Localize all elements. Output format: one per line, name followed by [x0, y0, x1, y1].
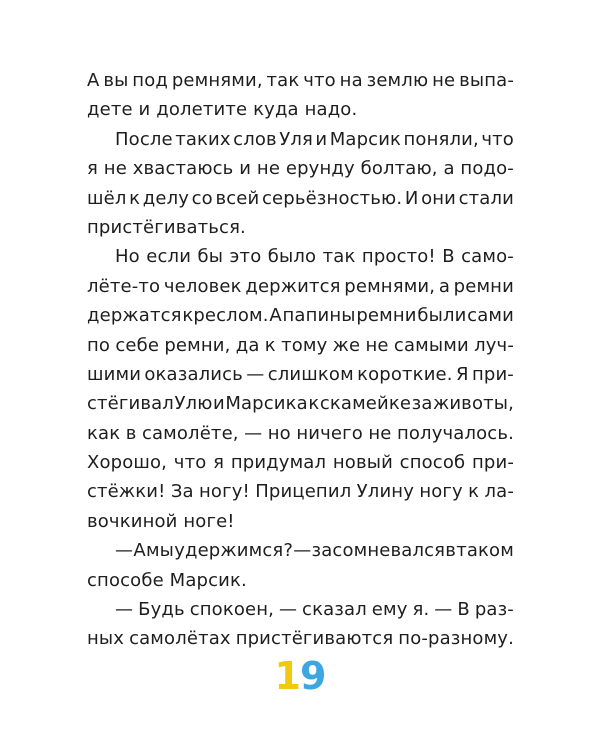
word: — [434, 599, 453, 621]
word: новый [332, 452, 393, 474]
word: пристёгиваются [235, 628, 394, 650]
word: короткие. [357, 363, 453, 385]
word: что [173, 452, 207, 474]
word: держится [245, 275, 341, 297]
word: всей [215, 187, 260, 209]
word: но [267, 422, 291, 444]
word: сказал [302, 599, 367, 621]
word: как [87, 422, 121, 444]
word: вы [103, 70, 129, 91]
word: себе [115, 334, 160, 356]
word: самолёте, [141, 422, 239, 444]
word: так [266, 70, 300, 91]
word: Будь [138, 599, 185, 621]
word: на [339, 70, 363, 91]
word: и [212, 393, 225, 415]
word: и [239, 158, 252, 180]
word: человек [163, 275, 242, 297]
text-line [87, 154, 514, 183]
word: ла- [484, 481, 514, 503]
word: просто! [361, 246, 436, 268]
word: же [332, 334, 361, 356]
word: Марсик [329, 128, 402, 150]
page-number [0, 654, 600, 698]
word: удержимся? [174, 540, 294, 562]
word: при- [471, 363, 514, 385]
text-line [87, 272, 514, 301]
word: держатся [87, 305, 182, 327]
word: я [87, 158, 98, 180]
word: тому [281, 334, 328, 356]
word: Прицепил [255, 481, 352, 503]
word: папины [282, 305, 356, 327]
word: по-разному. [398, 628, 514, 650]
word: — [115, 540, 134, 562]
word: делу [142, 187, 190, 209]
text-line [87, 595, 514, 624]
word: раз- [474, 599, 514, 621]
word: это [229, 246, 262, 268]
word: таком [456, 540, 514, 562]
word: к [308, 393, 320, 415]
word: В [442, 246, 455, 268]
word: так [322, 246, 356, 268]
word: подо- [460, 158, 514, 180]
text-line [87, 477, 514, 506]
word: ремни [356, 305, 417, 327]
word: ногу! [199, 481, 250, 503]
word: ремни, [164, 334, 231, 356]
word: Марсика [225, 393, 308, 415]
word: мы [145, 540, 175, 562]
word: бы [197, 246, 224, 268]
word: в [125, 422, 137, 444]
text-line [87, 360, 514, 389]
text-line [87, 242, 514, 271]
word: стали [458, 187, 514, 209]
word: лёте-то [87, 275, 161, 297]
word: ему [371, 599, 408, 621]
word: спокоен, [189, 599, 275, 621]
word: Улину [356, 481, 415, 503]
word: ерунду [285, 158, 355, 180]
word: А [269, 305, 282, 327]
text-line: вочкиной ноге! [87, 510, 235, 532]
word: само- [461, 246, 514, 268]
word: и [315, 128, 328, 150]
word: Уля [279, 128, 313, 150]
text-line [87, 301, 514, 330]
word: Я [455, 363, 469, 385]
word: способ [399, 452, 466, 474]
word: таких [175, 128, 231, 150]
word: к [264, 334, 276, 356]
text-line [87, 419, 514, 448]
text-line [87, 184, 514, 213]
word: ремнями, [171, 70, 263, 91]
word: ногу [419, 481, 463, 503]
word: за [411, 393, 433, 415]
word: слов [233, 128, 277, 150]
word: — [278, 599, 298, 621]
word: не [432, 70, 456, 91]
word: — [115, 599, 134, 621]
text-line [87, 331, 514, 360]
word: Но [115, 246, 140, 268]
word: не [368, 422, 392, 444]
text-line: способе Марсик. [87, 569, 247, 591]
word: самыми [393, 334, 469, 356]
word: хвастаюсь [132, 158, 234, 180]
word: скамейке [319, 393, 412, 415]
word: А [87, 70, 100, 91]
word: в [445, 540, 457, 562]
word: — [293, 540, 312, 562]
word: А [133, 540, 146, 562]
word: что [303, 70, 336, 91]
text-line [87, 448, 514, 477]
page-number-digit-2: 9 [300, 654, 326, 698]
text-line [87, 125, 514, 154]
text-line [87, 66, 514, 95]
word: болтаю, [360, 158, 438, 180]
page-number-digit-1: 1 [274, 654, 300, 698]
word: землю [366, 70, 429, 91]
word: а [438, 275, 450, 297]
text-line [87, 536, 514, 565]
word: Улю [174, 393, 213, 415]
word: при- [472, 452, 514, 474]
word: ничего [296, 422, 363, 444]
word: слишком [267, 363, 354, 385]
word: они [421, 187, 456, 209]
word: В [457, 599, 470, 621]
word: За [170, 481, 194, 503]
word: я. [412, 599, 430, 621]
word: шёл [87, 187, 127, 209]
word: придумал [230, 452, 327, 474]
word: не [365, 334, 389, 356]
word: оказались [144, 363, 243, 385]
text-line: дете и долетите куда надо. [87, 99, 358, 121]
word: И [404, 187, 419, 209]
word: что [481, 128, 514, 150]
word: После [115, 128, 173, 150]
word: к [468, 481, 480, 503]
text-line: пристёгиваться. [87, 216, 246, 238]
word: я [213, 452, 225, 474]
word: луч- [474, 334, 514, 356]
word: стёгивал [87, 393, 174, 415]
text-line [87, 389, 514, 418]
word: если [146, 246, 192, 268]
body-text [87, 66, 514, 654]
word: креслом. [182, 305, 269, 327]
word: засомневался [311, 540, 446, 562]
word: да [235, 334, 260, 356]
word: самолётах [129, 628, 231, 650]
word: получалось. [396, 422, 514, 444]
word: по [87, 334, 111, 356]
word: Хорошо, [87, 452, 168, 474]
word: а [443, 158, 455, 180]
word: под [132, 70, 168, 91]
text-line [87, 624, 514, 653]
word: ных [87, 628, 125, 650]
word: ремни [453, 275, 514, 297]
word: не [256, 158, 281, 180]
word: со [191, 187, 213, 209]
word: — [244, 422, 263, 444]
word: — [246, 363, 265, 385]
word: к [129, 187, 141, 209]
word: выпа- [459, 70, 514, 91]
word: шими [87, 363, 142, 385]
word: животы, [432, 393, 514, 415]
word: стёжки! [87, 481, 166, 503]
word: ремнями, [344, 275, 436, 297]
word: не [103, 158, 127, 180]
word: были [417, 305, 467, 327]
word: было [267, 246, 317, 268]
word: поняли, [403, 128, 479, 150]
word: сами [467, 305, 514, 327]
word: серьёзностью. [261, 187, 403, 209]
